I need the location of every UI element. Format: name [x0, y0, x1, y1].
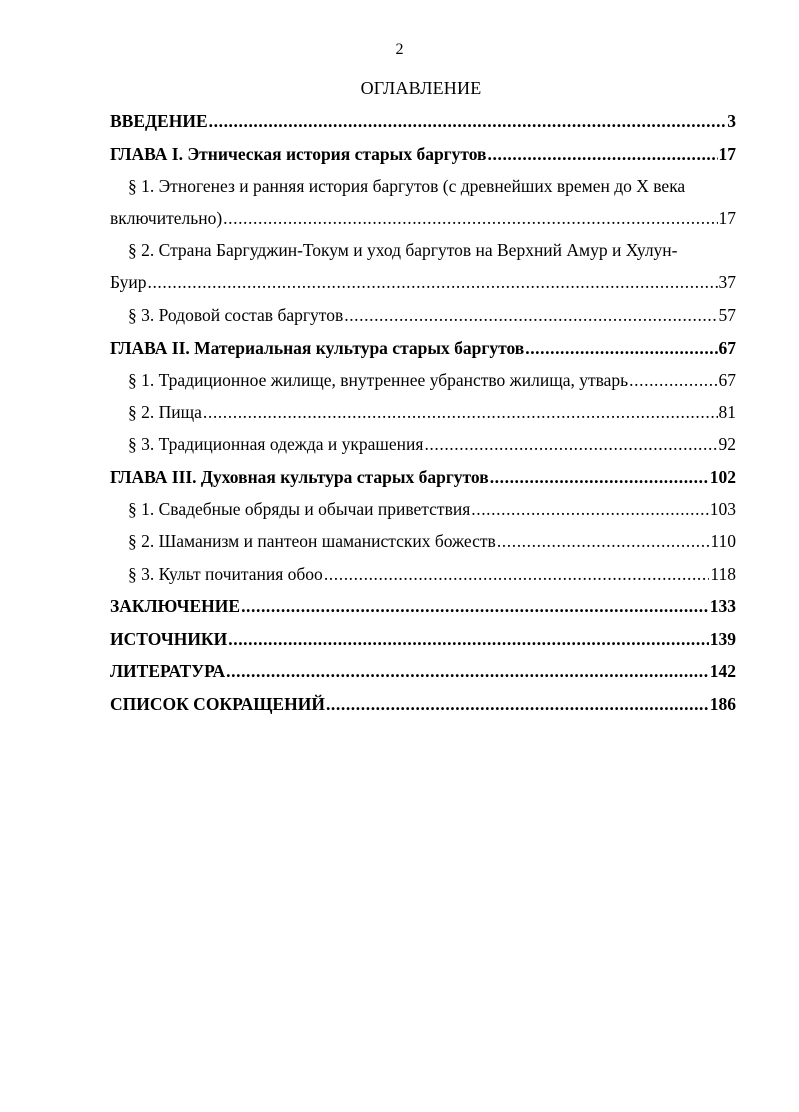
toc-entry-page: 67: [718, 338, 736, 358]
toc-entry-page: 118: [710, 564, 736, 584]
toc-entry-label: § 2. Пища: [128, 402, 202, 422]
toc-entry-page: 81: [718, 402, 736, 422]
toc-entry-chapter-1[interactable]: [110, 141, 736, 167]
toc-entry-page: 186: [709, 694, 736, 714]
toc-entry-label: ЛИТЕРАТУРА: [110, 661, 226, 681]
toc-entry-page: 67: [718, 370, 736, 390]
toc-entry-label: § 3. Родовой состав баргутов: [128, 305, 344, 325]
toc-entry-page: 92: [718, 434, 736, 454]
toc-entry-label: включительно): [110, 208, 223, 228]
toc-entry-ch1-section-1-line-2[interactable]: [110, 205, 736, 231]
dot-leader: [344, 302, 717, 328]
toc-entry-label: ГЛАВА III. Духовная культура старых баргутов: [110, 467, 489, 487]
toc-entry-literature[interactable]: [110, 658, 736, 684]
dot-leader: [203, 399, 718, 425]
toc-entry-sources[interactable]: [110, 626, 736, 652]
toc-entry-label: ИСТОЧНИКИ: [110, 629, 228, 649]
toc-entry-ch3-section-3[interactable]: [128, 561, 736, 587]
toc-entry-ch3-section-1[interactable]: [128, 496, 736, 522]
dot-leader: [488, 141, 718, 167]
toc-entry-ch3-section-2[interactable]: [128, 528, 736, 554]
dot-leader: [241, 593, 709, 619]
toc-entry-introduction[interactable]: [110, 108, 736, 134]
toc-entry-page: 3: [727, 111, 736, 131]
dot-leader: [490, 464, 709, 490]
dot-leader: [424, 431, 717, 457]
dot-leader: [497, 528, 710, 554]
toc-entry-ch1-section-2-line-1[interactable]: § 2. Страна Баргуджин-Токум и уход баргутов на Верхний Амур и Хулун-: [128, 240, 678, 260]
toc-entry-label: § 1. Свадебные обряды и обычаи приветствия: [128, 499, 471, 519]
toc-entry-label: ГЛАВА I. Этническая история старых баргутов: [110, 144, 487, 164]
toc-entry-page: 57: [718, 305, 736, 325]
toc-entry-ch2-section-3[interactable]: [128, 431, 736, 457]
dot-leader: [223, 205, 717, 231]
dot-leader: [228, 626, 709, 652]
dot-leader: [324, 561, 710, 587]
dot-leader: [147, 269, 717, 295]
toc-entry-ch2-section-2[interactable]: [128, 399, 736, 425]
toc-entry-ch1-section-1-line-1[interactable]: § 1. Этногенез и ранняя история баргутов (с древнейших времен до X века: [128, 176, 686, 196]
toc-entry-ch1-section-2-line-2[interactable]: [110, 269, 736, 295]
dot-leader: [226, 658, 709, 684]
toc-entry-page: 37: [718, 272, 736, 292]
toc-title: ОГЛАВЛЕНИЕ: [360, 78, 482, 98]
toc-entry-conclusion[interactable]: [110, 593, 736, 619]
toc-entry-abbreviations[interactable]: [110, 691, 736, 717]
toc-entry-label: ЗАКЛЮЧЕНИЕ: [110, 596, 241, 616]
toc-entry-label: § 2. Шаманизм и пантеон шаманистских божеств: [128, 531, 496, 551]
toc-entry-page: 139: [709, 629, 736, 649]
toc-entry-chapter-2[interactable]: [110, 335, 736, 361]
toc-entry-label: § 1. Традиционное жилище, внутреннее убранство жилища, утварь: [128, 370, 629, 390]
toc-entry-ch1-section-3[interactable]: [128, 302, 736, 328]
dot-leader: [629, 367, 717, 393]
toc-entry-page: 110: [710, 531, 736, 551]
toc-entry-label: ГЛАВА II. Материальная культура старых баргутов: [110, 338, 525, 358]
dot-leader: [209, 108, 727, 134]
toc-entry-label: § 3. Традиционная одежда и украшения: [128, 434, 424, 454]
page-number: 2: [395, 41, 404, 58]
toc-entry-page: 17: [718, 144, 736, 164]
toc-entry-page: 102: [709, 467, 736, 487]
toc-entry-label: Буир: [110, 272, 147, 292]
toc-entry-page: 17: [718, 208, 736, 228]
dot-leader: [326, 691, 709, 717]
toc-entry-chapter-3[interactable]: [110, 464, 736, 490]
toc-entry-label: СПИСОК СОКРАЩЕНИЙ: [110, 694, 325, 714]
toc-entry-ch2-section-1[interactable]: [128, 367, 736, 393]
dot-leader: [525, 335, 717, 361]
toc-entry-page: 133: [709, 596, 736, 616]
toc-entry-page: 103: [709, 499, 736, 519]
toc-entry-page: 142: [709, 661, 736, 681]
dot-leader: [471, 496, 709, 522]
toc-entry-label: § 3. Культ почитания обоо: [128, 564, 323, 584]
toc-entry-label: ВВЕДЕНИЕ: [110, 111, 208, 131]
